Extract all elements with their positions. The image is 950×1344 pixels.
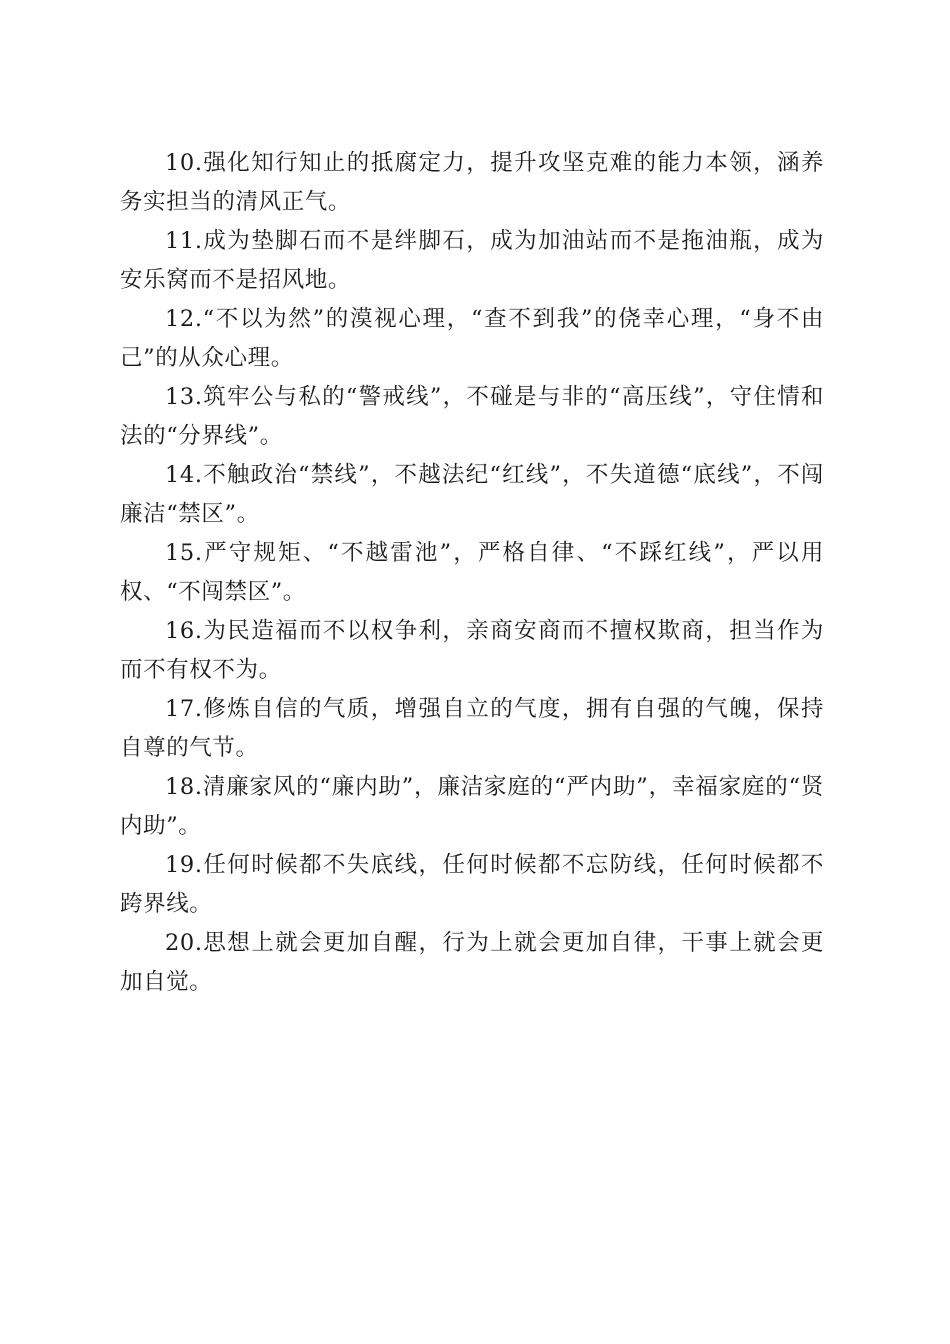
paragraph-19 [120, 846, 824, 924]
item-number: 14. [165, 462, 203, 488]
item-text: 筑牢公与私的“警戒线”，不碰是与非的“高压线”，守住情和法的“分界线”。 [120, 384, 824, 449]
item-text: 为民造福而不以权争利，亲商安商而不擅权欺商，担当作为而不有权不为。 [120, 618, 824, 683]
item-text: 强化知行知止的抵腐定力，提升攻坚克难的能力本领，涵养务实担当的清风正气。 [120, 150, 824, 215]
item-number: 15. [165, 540, 203, 566]
item-text: 不触政治“禁线”，不越法纪“红线”，不失道德“底线”，不闯廉洁“禁区”。 [120, 462, 824, 527]
item-number: 17. [165, 696, 203, 722]
item-text: 修炼自信的气质，增强自立的气度，拥有自强的气魄，保持自尊的气节。 [120, 696, 824, 761]
item-number: 13. [165, 384, 203, 410]
item-number: 20. [165, 930, 203, 956]
paragraph-10 [120, 144, 824, 222]
paragraph-14 [120, 456, 824, 534]
item-number: 12. [165, 306, 203, 332]
item-number: 11. [165, 228, 203, 254]
item-number: 18. [165, 774, 203, 800]
paragraph-12 [120, 300, 824, 378]
paragraph-13 [120, 378, 824, 456]
document-body [120, 144, 824, 1002]
item-number: 10. [165, 150, 203, 176]
item-text: 清廉家风的“廉内助”，廉洁家庭的“严内助”，幸福家庭的“贤内助”。 [120, 774, 824, 839]
paragraph-20 [120, 924, 824, 1002]
paragraph-17 [120, 690, 824, 768]
paragraph-11 [120, 222, 824, 300]
item-text: 任何时候都不失底线，任何时候都不忘防线，任何时候都不跨界线。 [120, 852, 824, 917]
item-text: 成为垫脚石而不是绊脚石，成为加油站而不是拖油瓶，成为安乐窝而不是招风地。 [120, 228, 824, 293]
item-text: 严守规矩、“不越雷池”，严格自律、“不踩红线”，严以用权、“不闯禁区”。 [120, 540, 824, 605]
item-text: 思想上就会更加自醒，行为上就会更加自律，干事上就会更加自觉。 [120, 930, 824, 995]
paragraph-18 [120, 768, 824, 846]
paragraph-16 [120, 612, 824, 690]
item-number: 16. [165, 618, 203, 644]
item-number: 19. [165, 852, 203, 878]
item-text: “不以为然”的漠视心理，“查不到我”的侥幸心理，“身不由己”的从众心理。 [120, 306, 824, 371]
paragraph-15 [120, 534, 824, 612]
